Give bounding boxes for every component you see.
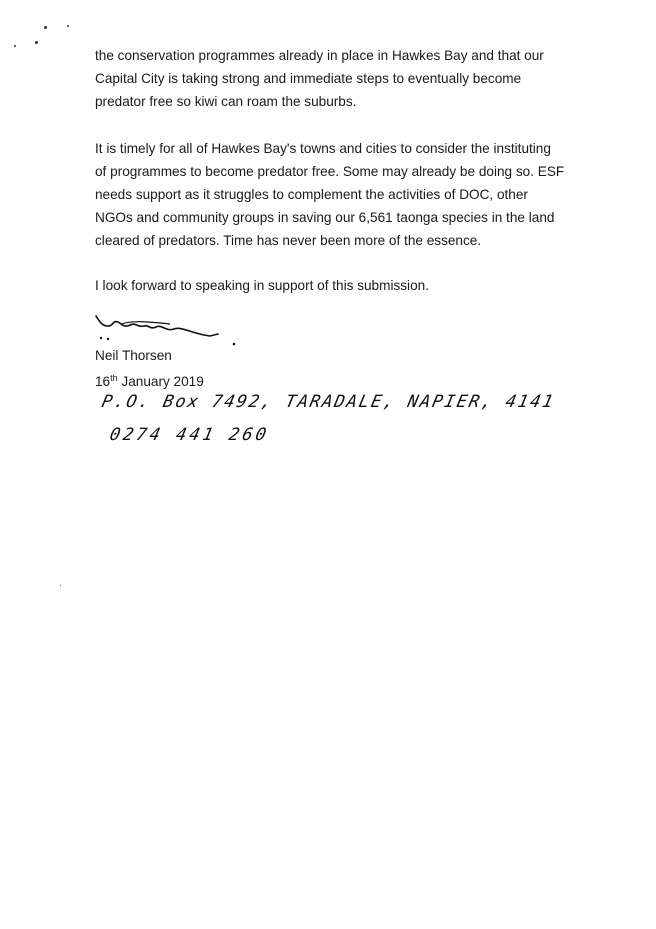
handwritten-address: P.O. Box 7492, TARADALE, NAPIER, 4141 <box>99 392 557 412</box>
scan-speck <box>35 41 38 44</box>
paragraph-conservation: the conservation programmes already in place in Hawkes Bay and that our Capital City is taking strong and immediate steps to eventually become predator free so kiwi can roam the suburbs. <box>95 48 544 109</box>
date-month-year: January 2019 <box>117 374 204 389</box>
signature-date <box>95 367 204 393</box>
date-suffix: th <box>110 373 118 383</box>
paragraph-closing: I look forward to speaking in support of this submission. <box>95 278 429 293</box>
handwritten-phone: 0274 441 260 <box>107 425 271 445</box>
paragraph-predator-free: It is timely for all of Hawkes Bay's towns and cities to consider the instituting of programmes to become predator free. Some may already be doing so. ESF needs support as it struggles to complement the activities of DOC, other NGOs and community groups in saving our 6,561 taonga species in the land cleared of predators. Time has never been more of the essence. <box>95 141 565 248</box>
scan-speck <box>60 585 61 586</box>
scan-speck <box>44 26 47 29</box>
signatory-name: Neil Thorsen <box>95 348 172 363</box>
scan-speck <box>67 25 69 27</box>
date-day: 16 <box>95 374 111 389</box>
scan-speck <box>14 45 16 47</box>
